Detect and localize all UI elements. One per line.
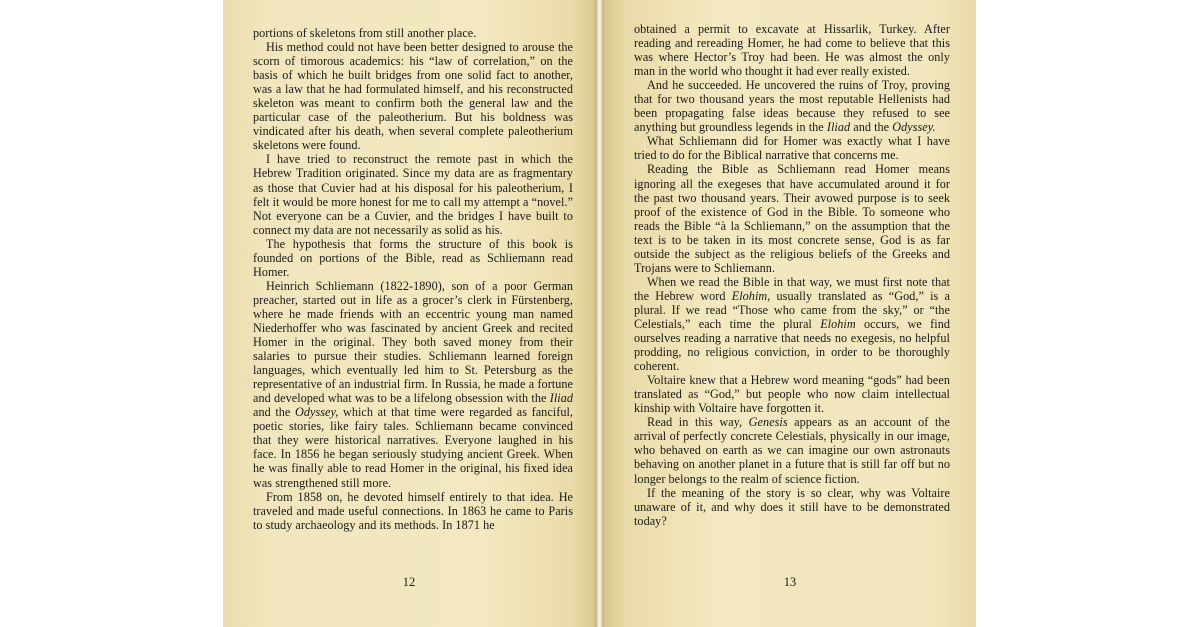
italic-title: Odyssey, (295, 405, 339, 420)
paragraph (634, 415, 950, 485)
italic-title: Iliad (826, 120, 851, 135)
book-gutter (595, 0, 604, 627)
paragraph (253, 279, 573, 490)
paragraph: His method could not have been better designed to arouse the scorn of timorous academics: his “law of correlation,” on the basis of which he built bridges from one solid fact to another, was a law that he had formulated himself, and his reconstructed skeleton was meant to confirm both the general law and the particular case of the paleotherium. But his boldness was vindicated after his death, when several complete paleotherium skeletons were found. (253, 40, 573, 153)
page-number: 13 (783, 575, 797, 589)
text-run: And he succeeded. He uncovered the ruins of Troy, proving that for two thousand years the most reputable Hellenists had been propagating false ideas because they refused to see anything but groundless legends in the (634, 78, 950, 135)
right-page-text (634, 22, 950, 528)
book-spread (223, 0, 976, 627)
paragraph: I have tried to reconstruct the remote past in which the Hebrew Tradition originated. Since my data are as fragmentary as those that Cuvier had at his disposal for his paleotherium, I felt it would be more honest for me to call my attempt a “novel.” Not everyone can be a Cuvier, and the bridges I have built to connect my data are not necessarily as solid as his. (253, 152, 573, 237)
text-run: Read in this way, (647, 415, 749, 430)
text-run: When we read the Bible in that way, we must first note that the Hebrew word (634, 274, 950, 303)
paragraph: Voltaire knew that a Hebrew word meaning “gods” had been translated as “God,” but people who now claim intellectual kinship with Voltaire have forgotten it. (634, 373, 950, 416)
italic-title: Genesis (748, 415, 788, 430)
text-run: and the (253, 405, 295, 420)
text-run: occurs, we find ourselves reading a narrative that needs no exegesis, no helpful prodding, no religious conviction, in order to be thoroughly coherent. (634, 316, 951, 374)
italic-title: Elohim, (731, 288, 771, 303)
text-run: usually translated as “God,” is a plural. If we read “Those who came from the sky,” or “the Celestials,” each time the plural (634, 288, 951, 331)
paragraph: portions of skeletons from still another place. (253, 26, 477, 40)
paragraph: If the meaning of the story is so clear, why was Voltaire unaware of it, and why does it still have to be demonstrated today? (634, 485, 950, 528)
text-run: appears as an account of the arrival of perfectly concrete Celestials, physically in our image, who behaved on earth as we can imagine our own astronauts behaving on another planet in a future that is still far off but no longer belongs to the realm of science fiction. (634, 415, 950, 486)
text-run: and the (850, 120, 893, 135)
italic-title: Iliad (549, 391, 573, 406)
left-page-text (253, 26, 573, 532)
paragraph (634, 275, 950, 373)
paragraph: The hypothesis that forms the structure of this book is founded on portions of the Bible, read as Schliemann read Homer. (253, 236, 573, 279)
italic-title: Odyssey. (892, 120, 936, 135)
paragraph: What Schliemann did for Homer was exactly what I have tried to do for the Biblical narrative that concerns me. (634, 134, 950, 163)
text-run: which at that time were regarded as fanciful, poetic stories, like fairy tales. Schliemann became convinced that they were historical narratives. Everyone laughed in his face. In 1856 he began seriously studying ancient Greek. When he was finally able to read Homer in the original, his fixed idea was strengthened still more. (253, 405, 574, 490)
italic-title: Elohim (820, 316, 856, 331)
paragraph: From 1858 on, he devoted himself entirely to that idea. He traveled and made useful connections. In 1863 he came to Paris to study archaeology and its methods. In 1871 he (253, 489, 573, 532)
page-number: 12 (402, 575, 416, 589)
paragraph: Reading the Bible as Schliemann read Homer means ignoring all the exegeses that have accumulated around it for the past two thousand years. Their avowed purpose is to seek proof of the existence of God in the Bible. To someone who reads the Bible “à la Schliemann,” on the assumption that the text is to be taken in its most concrete sense, God is as far outside the subject as the religious beliefs of the Greeks and Trojans were to Schliemann. (634, 162, 950, 275)
paragraph (634, 78, 950, 134)
paragraph: obtained a permit to excavate at Hissarlik, Turkey. After reading and rereading Homer, he had come to believe that this was where Hector’s Troy had been. He was almost the only man in the world who thought it had ever really existed. (634, 22, 950, 79)
text-run: Heinrich Schliemann (1822-1890), son of a poor German preacher, started out in life as a grocer’s clerk in Fürstenberg, where he made friends with an eccentric young man named Niederhoffer who was fascinated by ancient Greek and recited Homer in the original. They both saved money from their salaries to pursue their studies. Schliemann learned foreign languages, which eventually led him to St. Petersburg as the representative of an industrial firm. In Russia, he made a fortune and developed what was to be a lifelong obsession with the (253, 278, 573, 406)
left-page (223, 0, 595, 627)
right-page (604, 0, 976, 627)
